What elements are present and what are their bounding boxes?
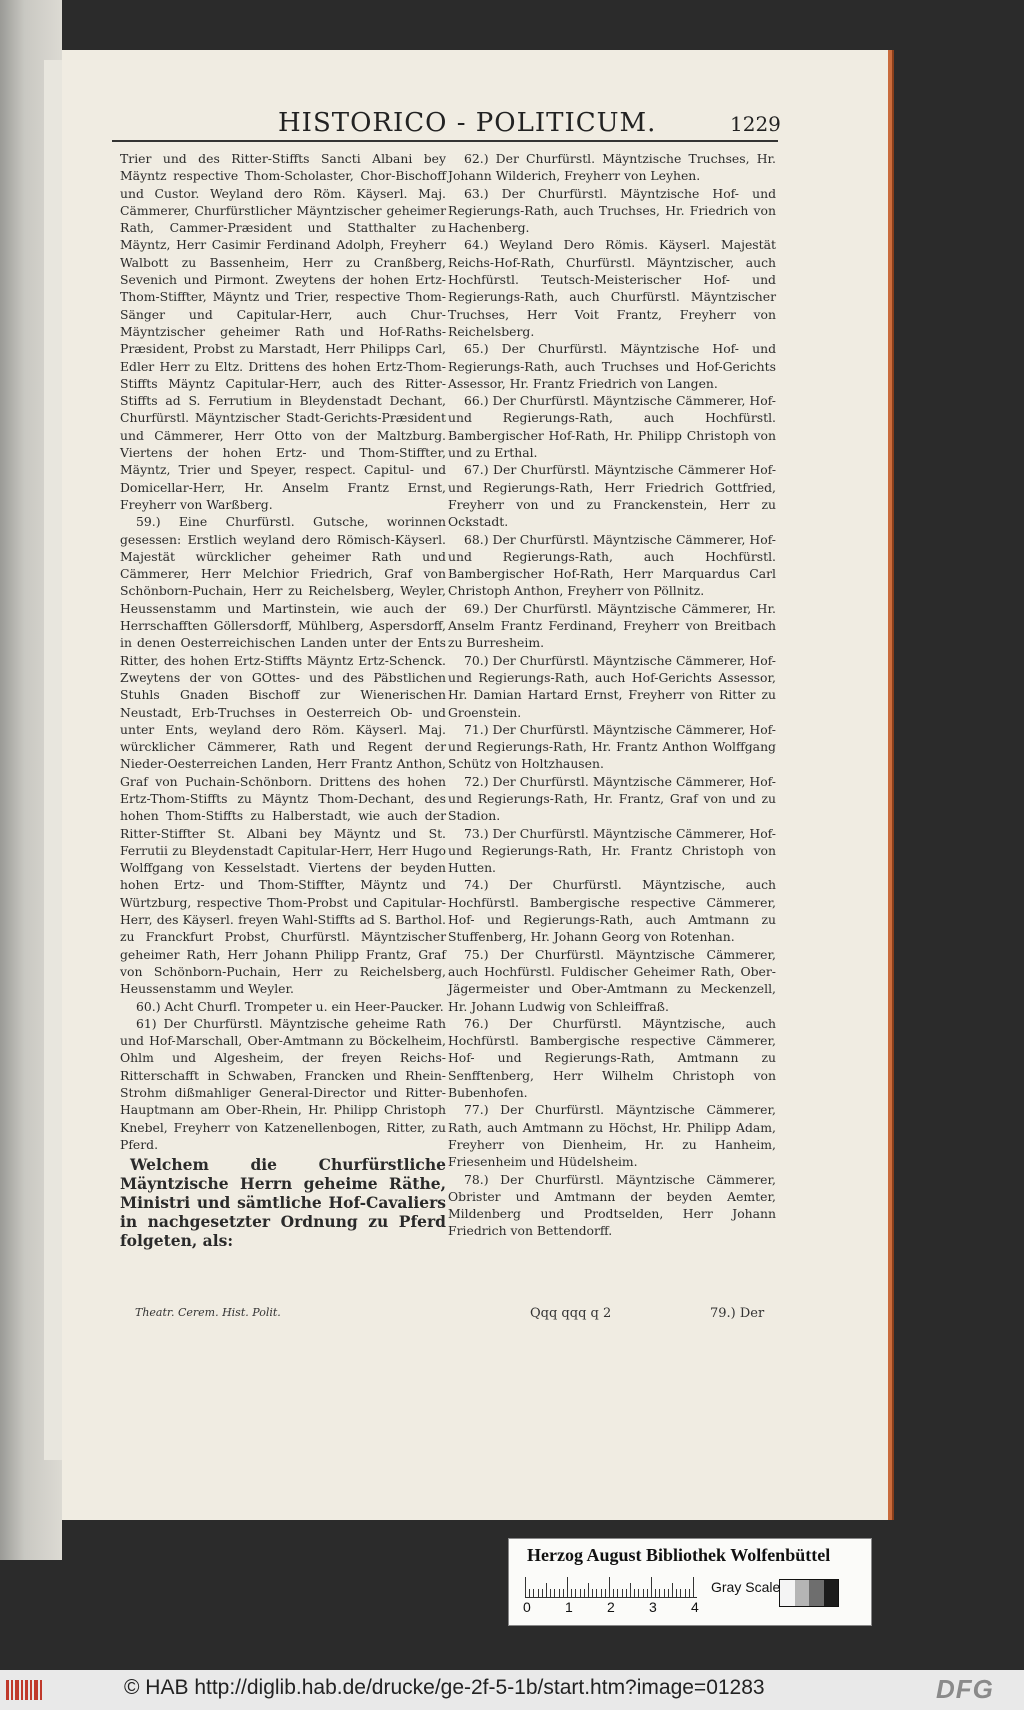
paragraph: 64.) Weyland Dero Römis. Käyserl. Majestät Reichs-Hof-Rath, Churfürstl. Mäyntzischer, auch Hochfürstl. Teutsch-Meisterischer Hof- und Regierungs-Rath, auch Churfürstl. Mäyntzischer Truchses, Herr Voit Frantz, Freyherr von Reichelsberg.: [448, 237, 776, 339]
paragraph: 77.) Der Churfürstl. Mäyntzische Cämmerer, Rath, auch Amtmann zu Höchst, Hr. Philipp Adam, Freyherr von Dienheim, Hr. zu Hanheim, Friesenheim und Hüdelsheim.: [448, 1102, 776, 1170]
gray-swatch: [780, 1580, 795, 1606]
barcode-icon: [4, 1676, 44, 1704]
hab-color-card: [508, 1538, 872, 1626]
paragraph: 65.) Der Churfürstl. Mäyntzische Hof- und Regierungs-Rath, auch Truchses und Hof-Gerichts Assessor, Hr. Frantz Friedrich von Langen.: [448, 341, 776, 391]
paragraph: 76.) Der Churfürstl. Mäyntzische, auch Hochfürstl. Bambergische respective Cämmerer, Hof- und Regierungs-Rath, Amtmann zu Senfftenberg, Herr Wilhelm Christoph von Bubenhofen.: [448, 1015, 776, 1101]
viewer-footer-bar: [0, 1670, 1024, 1710]
paragraph: 61) Der Churfürstl. Mäyntzische geheime Rath und Hof-Marschall, Ober-Amtmann zu Böckelheim, Ohlm und Algesheim, der freyen Reichs-Ritterschafft in Schwaben, Francken und Rhein-Strohm dißmahliger General-Director und Ritter-Hauptmann am Ober-Rhein, Hr. Philipp Christoph Knebel, Freyherr von Katzenellenbogen, Ritter, zu Pferd.: [120, 1015, 446, 1152]
paragraph: 60.) Acht Churfl. Trompeter u. ein Heer-Paucker.: [136, 998, 444, 1014]
paragraph: 63.) Der Churfürstl. Mäyntzische Hof- und Regierungs-Rath, auch Truchses, Hr. Friedrich von Hachenberg.: [448, 185, 776, 236]
ruler-tick: [592, 1589, 593, 1597]
ruler-tick: [571, 1589, 572, 1597]
paragraph: 71.) Der Churfürstl. Mäyntzische Cämmerer, Hof- und Regierungs-Rath, Hr. Frantz Anthon Wolffgang Schütz von Holtzhausen.: [448, 721, 776, 772]
ruler-tick: [559, 1589, 560, 1597]
ruler-tick: [647, 1589, 648, 1597]
ruler-number: 2: [607, 1599, 615, 1615]
page-number: 1229: [730, 112, 781, 136]
ruler-tick: [563, 1589, 564, 1597]
source-note: Theatr. Cerem. Hist. Polit.: [135, 1306, 281, 1319]
left-text-column: [120, 150, 446, 1250]
ruler-tick: [655, 1589, 656, 1597]
ruler-tick: [567, 1577, 568, 1597]
ruler-tick: [668, 1589, 669, 1597]
ruler-tick: [638, 1589, 639, 1597]
ruler-tick: [676, 1589, 677, 1597]
paragraph: 59.) Eine Churfürstl. Gutsche, worinnen gesessen: Erstlich weyland dero Römisch-Käyserl. Majestät würcklicher geheimer Rath und Cämmerer, Herr Melchior Friedrich, Graf von Schönborn-Puchain, Herr zu Reichelsberg, Weyler, Heussenstamm und Martinstein, wie auch der Herrschafften Göllersdorff, Mühlberg, Aspersdorff, in denen Oesterreichischen Landen unter der Ents Ritter, des hohen Ertz-Stiffts Mäyntz Ertz-Schenck. Zweytens der von GOttes- und des Päbstlichen Stuhls Gnaden Bischoff zur Wienerischen Neustadt, Erb-Truchses in Oesterreich Ob- und unter Ents, weyland dero Röm. Käyserl. Maj. würcklicher Cämmerer, Rath und Regent der Nieder-Oesterreichen Landen, Herr Frantz Anthon, Graf von Puchain-Schönborn. Drittens des hohen Ertz-Thom-Stiffts zu Mäyntz Thom-Dechant, des hohen Thom-Stiffts zu Halberstadt, wie auch der Ritter-Stiffter St. Albani bey Mäyntz und St. Ferrutii zu Bleydenstadt Capitular-Herr, Herr Hugo Wolffgang von Kesselstadt. Viertens der beyden hohen Ertz- und Thom-Stiffter, Mäyntz und Würtzburg, respective Thom-Probst und Capitular-Herr, des Käyserl. freyen Wahl-Stiffts ad S. Barthol. zu Franckfurt Probst, Churfürstl. Mäyntzischer geheimer Rath, Herr Johann Philipp Frantz, Graf von Schönborn-Puchain, Herr zu Reichelsberg, Heussenstamm und Weyler.: [120, 514, 446, 997]
gray-swatch: [795, 1580, 810, 1606]
signature-mark: Qqq qqq q 2: [530, 1306, 612, 1321]
paragraph: 69.) Der Churfürstl. Mäyntzische Cämmerer, Hr. Anselm Frantz Ferdinand, Freyherr von Breitbach zu Burresheim.: [448, 600, 776, 651]
ruler-tick: [546, 1583, 547, 1597]
header-rule: [112, 140, 778, 142]
ruler-tick: [634, 1589, 635, 1597]
ruler-number: 4: [691, 1599, 699, 1615]
dfg-logo: DFG: [936, 1674, 994, 1704]
ruler-tick: [664, 1589, 665, 1597]
ruler-tick: [601, 1589, 602, 1597]
paragraph: 62.) Der Churfürstl. Mäyntzische Truchses, Hr. Johann Wilderich, Freyherr von Leyhen.: [448, 151, 776, 184]
catchword: 79.) Der: [710, 1306, 765, 1321]
paragraph: 78.) Der Churfürstl. Mäyntzische Cämmerer, Obrister und Amtmann der beyden Aemter, Mildenberg und Prodtselden, Herr Johann Friedrich von Bettendorff.: [448, 1171, 776, 1239]
ruler-tick: [550, 1589, 551, 1597]
ruler-tick: [685, 1589, 686, 1597]
ruler-tick: [525, 1577, 526, 1597]
ruler-tick: [630, 1583, 631, 1597]
ruler-tick: [622, 1589, 623, 1597]
ruler-tick: [580, 1589, 581, 1597]
scale-ruler: [525, 1575, 697, 1598]
paragraph: 66.) Der Churfürstl. Mäyntzische Cämmerer, Hof- und Regierungs-Rath, auch Hochfürstl. Bambergischer Hof-Rath, Hr. Philipp Christoph von und zu Erthal.: [448, 393, 776, 461]
ruler-number: 0: [523, 1599, 531, 1615]
running-header: [218, 108, 781, 138]
ruler-number: 3: [649, 1599, 657, 1615]
paragraph: 73.) Der Churfürstl. Mäyntzische Cämmerer, Hof- und Regierungs-Rath, Hr. Frantz Christoph von Hutten.: [448, 825, 776, 876]
paragraph: 75.) Der Churfürstl. Mäyntzische Cämmerer, auch Hochfürstl. Fuldischer Geheimer Rath, Ober-Jägermeister und Ober-Amtmann zu Meckenzell, Hr. Johann Ludwig von Schleiffraß.: [448, 946, 776, 1014]
ruler-tick: [659, 1589, 660, 1597]
right-text-column: [448, 150, 776, 1240]
paragraph: 68.) Der Churfürstl. Mäyntzische Cämmerer, Hof- und Regierungs-Rath, auch Hochfürstl. Bambergischer Hof-Rath, Herr Marquardus Carl Christoph Anthon, Freyherr von Pöllnitz.: [448, 531, 776, 599]
ruler-tick: [584, 1589, 585, 1597]
ruler-tick: [613, 1589, 614, 1597]
paragraph: 67.) Der Churfürstl. Mäyntzische Cämmerer Hof- und Regierungs-Rath, Herr Friedrich Gottfried, Freyherr von und zu Franckenstein, Herr zu Ockstadt.: [448, 462, 776, 530]
ruler-tick: [588, 1583, 589, 1597]
gray-swatch: [824, 1580, 839, 1606]
ruler-tick: [533, 1589, 534, 1597]
ruler-tick: [689, 1589, 690, 1597]
ruler-tick: [575, 1589, 576, 1597]
ruler-tick: [609, 1577, 610, 1597]
ruler-tick: [542, 1589, 543, 1597]
paragraph: 74.) Der Churfürstl. Mäyntzische, auch Hochfürstl. Bambergische respective Cämmerer, Hof- und Regierungs-Rath, auch Amtmann zu Stuffenberg, Hr. Johann Georg von Rotenhan.: [448, 877, 776, 945]
paragraph: 70.) Der Churfürstl. Mäyntzische Cämmerer, Hof- und Regierungs-Rath, auch Hof-Gerichts Assessor, Hr. Damian Hartard Ernst, Freyherr von Ritter zu Groenstein.: [448, 652, 776, 720]
ruler-tick: [605, 1589, 606, 1597]
adjacent-page-edge: [0, 0, 62, 1560]
paragraph: 72.) Der Churfürstl. Mäyntzische Cämmerer, Hof- und Regierungs-Rath, Hr. Frantz, Graf von und zu Stadion.: [448, 773, 776, 824]
header-title: HISTORICO - POLITICUM.: [278, 108, 657, 138]
ruler-tick: [680, 1589, 681, 1597]
ruler-tick: [538, 1589, 539, 1597]
ruler-tick: [651, 1577, 652, 1597]
paragraph: Trier und des Ritter-Stiffts Sancti Albani bey Mäyntz respective Thom-Scholaster, Chor-Bischoff und Custor. Weyland dero Röm. Käyserl. Maj. Cämmerer, Churfürstlicher Mäyntzischer geheimer Rath, Cammer-Præsident und Statthalter zu Mäyntz, Herr Casimir Ferdinand Adolph, Freyherr Walbott zu Bassenheim, Herr zu Cranßberg, Sevenich und Pirmont. Zweytens der hohen Ertz-Thom-Stiffter, Mäyntz und Trier, respective Thom-Sänger und Capitular-Herr, auch Chur-Mäyntzischer geheimer Rath und Hof-Raths-Præsident, Probst zu Marstadt, Herr Philipps Carl, Edler Herr zu Eltz. Drittens des hohen Ertz-Thom-Stiffts Mäyntz Capitular-Herr, auch des Ritter-Stiffts ad S. Ferrutium in Bleydenstadt Dechant, Churfürstl. Mäyntzischer Stadt-Gerichts-Præsident und Cämmerer, Herr Otto von der Maltzburg. Viertens der hohen Ertz- und Thom-Stiffter, Mäyntz, Trier und Speyer, respect. Capitul- und Domicellar-Herr, Hr. Anselm Frantz Ernst, Freyherr von Warßberg.: [120, 151, 446, 512]
section-heading: Welchem die Churfürstliche Mäyntzische Herrn geheime Räthe, Ministri und sämtliche Hof-Cavaliers in nachgesetzter Ordnung zu Pferd folgeten, als:: [120, 1155, 446, 1251]
ruler-tick: [626, 1589, 627, 1597]
ruler-tick: [554, 1589, 555, 1597]
ruler-tick: [672, 1583, 673, 1597]
gray-scale-label: Gray Scale: [711, 1579, 781, 1595]
ruler-tick: [529, 1589, 530, 1597]
ruler-tick: [596, 1589, 597, 1597]
ruler-tick: [693, 1577, 694, 1597]
library-name: Herzog August Bibliothek Wolfenbüttel: [527, 1545, 831, 1565]
copyright-link[interactable]: © HAB http://diglib.hab.de/drucke/ge-2f-5-1b/start.htm?image=01283: [124, 1676, 765, 1699]
ruler-tick: [643, 1589, 644, 1597]
ruler-tick: [617, 1589, 618, 1597]
gray-swatch: [809, 1580, 824, 1606]
ruler-number: 1: [565, 1599, 573, 1615]
gray-scale-swatches: [779, 1579, 839, 1607]
